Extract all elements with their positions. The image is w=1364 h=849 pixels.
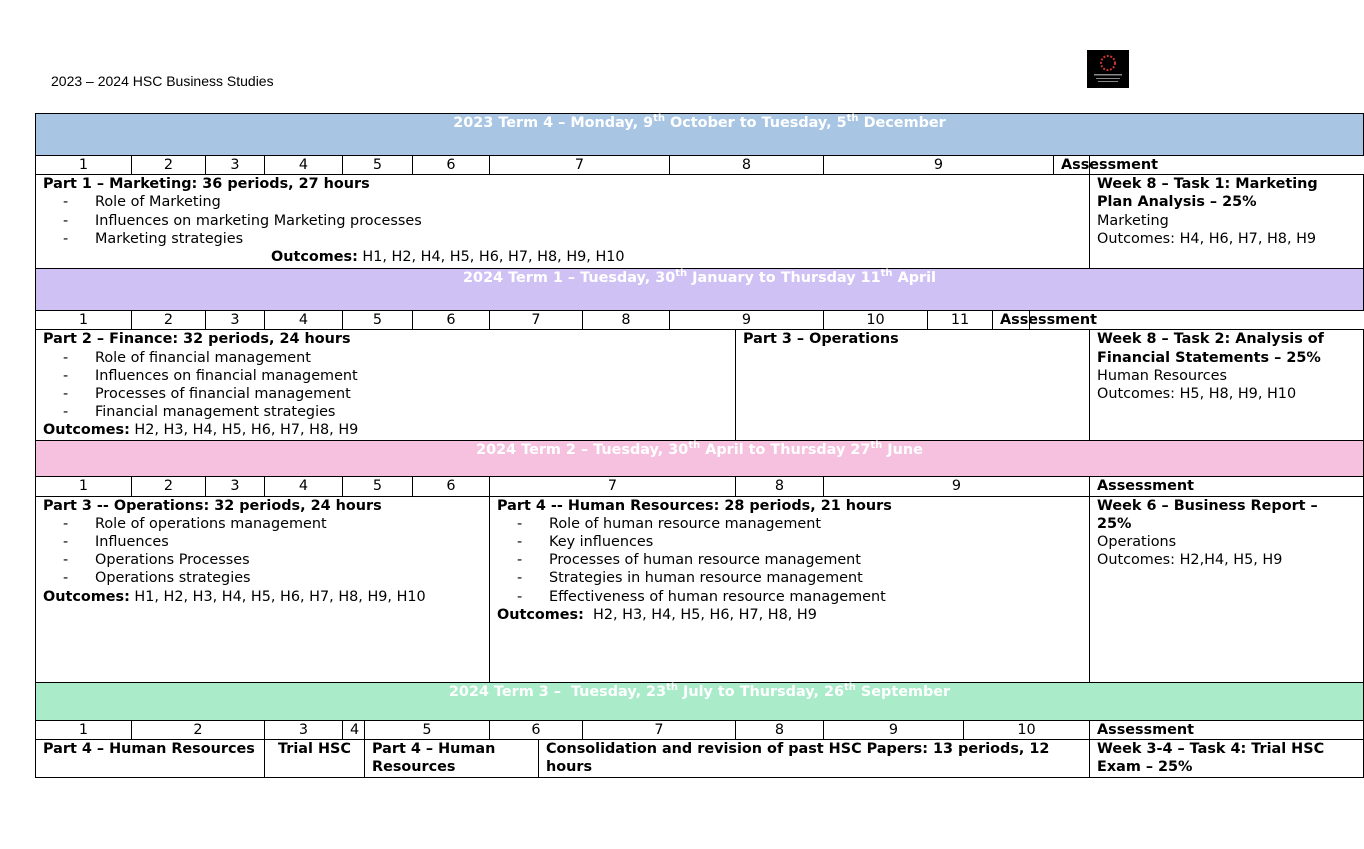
term-2-2024-header: 2024 Term 2 – Tuesday, 30th April to Thursday 27th June xyxy=(36,441,1364,477)
week-cell: 6 xyxy=(413,477,490,496)
part-heading: Part 3 – Operations xyxy=(743,331,899,348)
list-item: - Role of financial management xyxy=(63,349,728,367)
week-row xyxy=(36,720,1364,739)
list-item: - Influences on financial management xyxy=(63,367,728,385)
schedule-table xyxy=(35,113,1364,778)
week-cell: 1 xyxy=(36,156,132,175)
week-cell: 6 xyxy=(413,156,490,175)
consolidation-cell: Consolidation and revision of past HSC Papers: 13 periods, 12 hours xyxy=(539,739,1090,777)
list-item: - Role of human resource management xyxy=(517,515,1082,533)
week-cell: 5 xyxy=(343,477,413,496)
week-cell: 5 xyxy=(343,156,413,175)
list-item: - Effectiveness of human resource management xyxy=(517,588,1082,606)
assessment-topic: Human Resources xyxy=(1097,367,1227,384)
week-cell: 1 xyxy=(36,311,132,330)
outcomes-line: Outcomes: H1, H2, H3, H4, H5, H6, H7, H8, H9, H10 xyxy=(43,588,426,605)
assessment-cell xyxy=(1090,330,1364,441)
term-4-2023-header: 2023 Term 4 – Monday, 9th October to Tuesday, 5th December xyxy=(36,114,1364,156)
list-item: - Key influences xyxy=(517,533,1082,551)
week-cell: 9 xyxy=(670,311,824,330)
week-cell: 10 xyxy=(964,720,1090,739)
week-cell: 8 xyxy=(736,477,824,496)
week-cell: 2 xyxy=(132,311,206,330)
week-cell: 4 xyxy=(265,156,343,175)
part-2-finance-cell xyxy=(36,330,736,441)
outcomes-line: Outcomes: H1, H2, H4, H5, H6, H7, H8, H9, H10 xyxy=(271,249,625,266)
topic-list xyxy=(43,515,482,588)
topic-list xyxy=(43,349,728,422)
list-item: - Operations Processes xyxy=(63,551,482,569)
week-cell: 3 xyxy=(206,156,265,175)
week-cell: 7 xyxy=(490,477,736,496)
assessment-outcomes: Outcomes: H4, H6, H7, H8, H9 xyxy=(1097,230,1317,247)
week-row xyxy=(36,477,1364,496)
week-cell: 2 xyxy=(132,720,265,739)
week-cell: 6 xyxy=(413,311,490,330)
assessment-task: Week 6 – Business Report – 25% xyxy=(1097,497,1318,532)
week-cell: 3 xyxy=(206,477,265,496)
part-heading: Part 3 -- Operations: 32 periods, 24 hours xyxy=(43,497,382,514)
part-heading: Part 2 – Finance: 32 periods, 24 hours xyxy=(43,331,351,348)
outcomes-line: Outcomes: H2, H3, H4, H5, H6, H7, H8, H9 xyxy=(497,606,817,623)
list-item: - Processes of human resource management xyxy=(517,551,1082,569)
week-cell: 4 xyxy=(343,720,365,739)
part-3-operations-cell xyxy=(736,330,1090,441)
assessment-outcomes: Outcomes: H2,H4, H5, H9 xyxy=(1097,552,1283,569)
assessment-topic: Marketing xyxy=(1097,212,1169,229)
assessment-cell xyxy=(1090,496,1364,682)
assessment-topic: Operations xyxy=(1097,534,1177,551)
week-cell: 1 xyxy=(36,477,132,496)
document-title: 2023 – 2024 HSC Business Studies xyxy=(51,73,274,89)
trial-hsc-cell: Trial HSC xyxy=(265,739,365,777)
week-cell: 7 xyxy=(490,311,583,330)
week-cell: 4 xyxy=(265,311,343,330)
week-cell: 8 xyxy=(736,720,824,739)
week-cell: 11 xyxy=(928,311,993,330)
part-heading: Part 1 – Marketing: 36 periods, 27 hours xyxy=(43,176,370,193)
list-item: - Role of operations management xyxy=(63,515,482,533)
week-row xyxy=(36,156,1364,175)
week-cell: 2 xyxy=(132,156,206,175)
assessment-cell xyxy=(1090,175,1364,269)
term-1-2024-header: 2024 Term 1 – Tuesday, 30th January to Thursday 11th April xyxy=(36,269,1364,311)
list-item: - Influences on marketing Marketing processes xyxy=(63,212,1082,230)
assessment-task: Week 8 – Task 1: Marketing Plan Analysis – 25% xyxy=(1097,176,1318,211)
term-3-2024-header: 2024 Term 3 – Tuesday, 23th July to Thursday, 26th September xyxy=(36,682,1364,720)
week-cell: 6 xyxy=(490,720,583,739)
week-row xyxy=(36,311,1364,330)
week-cell: 4 xyxy=(265,477,343,496)
week-cell: 3 xyxy=(265,720,343,739)
topic-list xyxy=(43,193,1082,248)
list-item: - Processes of financial management xyxy=(63,385,728,403)
assessment-outcomes: Outcomes: H5, H8, H9, H10 xyxy=(1097,386,1297,403)
part-4-human-resources-cell: Part 4 – Human Resources xyxy=(36,739,265,777)
week-cell: 10 xyxy=(824,311,928,330)
part-4-human-resources-cell: Part 4 – Human Resources xyxy=(365,739,539,777)
assessment-task: Week 8 – Task 2: Analysis of Financial Statements – 25% xyxy=(1097,331,1324,366)
school-crest-icon xyxy=(1087,50,1129,88)
week-cell: 8 xyxy=(670,156,824,175)
week-cell: 5 xyxy=(343,311,413,330)
list-item: - Financial management strategies xyxy=(63,403,728,421)
list-item: - Operations strategies xyxy=(63,569,482,587)
week-cell: 2 xyxy=(132,477,206,496)
part-heading: Part 4 -- Human Resources: 28 periods, 21 hours xyxy=(497,497,892,514)
list-item: - Marketing strategies xyxy=(63,230,1082,248)
part-1-marketing-cell xyxy=(36,175,1090,269)
week-cell: 5 xyxy=(365,720,490,739)
list-item: - Role of Marketing xyxy=(63,193,1082,211)
week-cell: 7 xyxy=(583,720,736,739)
week-cell: 7 xyxy=(490,156,670,175)
assessment-header: Assessment xyxy=(1090,477,1364,496)
assessment-header: Assessment xyxy=(1090,720,1364,739)
assessment-header: Assessment xyxy=(1054,156,1090,175)
assessment-header: Assessment xyxy=(993,311,1030,330)
list-item: - Strategies in human resource management xyxy=(517,569,1082,587)
week-cell: 1 xyxy=(36,720,132,739)
part-3-operations-cell xyxy=(36,496,490,682)
part-4-human-resources-cell xyxy=(490,496,1090,682)
week-cell: 9 xyxy=(824,156,1054,175)
list-item: - Influences xyxy=(63,533,482,551)
topic-list xyxy=(497,515,1082,606)
assessment-task: Week 3-4 – Task 4: Trial HSC Exam – 25% xyxy=(1090,739,1364,777)
week-cell: 9 xyxy=(824,477,1090,496)
week-cell: 9 xyxy=(824,720,964,739)
outcomes-line: Outcomes: H2, H3, H4, H5, H6, H7, H8, H9 xyxy=(43,422,359,439)
week-cell: 3 xyxy=(206,311,265,330)
week-cell: 8 xyxy=(583,311,670,330)
